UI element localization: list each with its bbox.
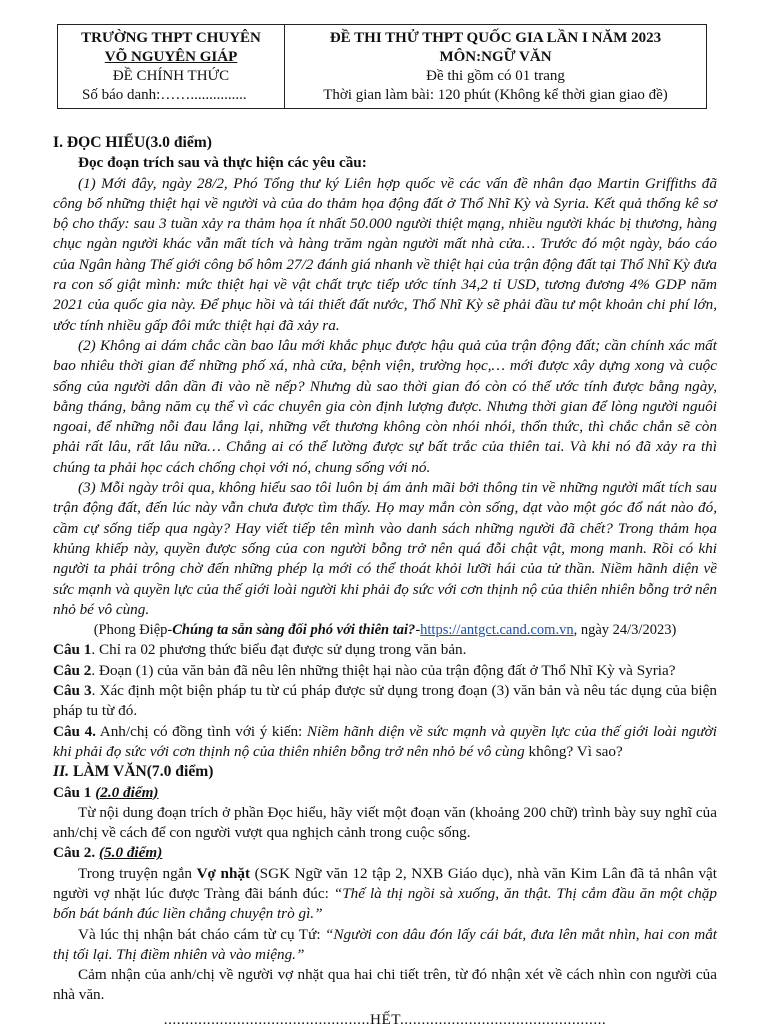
end-marker — [53, 1010, 717, 1030]
end-word: HẾT — [370, 1010, 400, 1028]
passage-paragraph-3: (3) Mỗi ngày trôi qua, không hiểu sao tôi luôn bị ám ảnh mãi bởi thông tin về những người mất tích sau trận động đất, đến lúc này vẫn chưa được tìm thấy. Họ may mắn còn sống, dạt vào một góc đổ nát nào đó, cầm cự sống tiếp qua ngày? Hay viết tiếp tên mình vào danh sách những người đã chết? Trong thảm họa khủng khiếp này, quyền được sống của con người bỗng trở nên quá đỗi chật vật, mong manh. Rồi có khi người ta phải trông chờ đến những phép lạ mới có thể thoát khỏi lưỡi hái của tử thần. Niềm hãnh diện về sức mạnh và quyền lực của thế giới loài người khi phải đọ sức với cơn thịnh nộ của thiên nhiên bỗng trở nên nhỏ bé vô cùng. — [53, 479, 717, 618]
exam-header-table — [57, 24, 707, 109]
question-1 — [53, 640, 717, 660]
essay-2-p1-quote: “Thế là thị ngồi sà xuống, ăn thật. Thị cắm đầu ăn một chặp bốn bát bánh đúc liền chẳng chuyện trò gì.” — [53, 884, 717, 923]
essay-1-prompt: Từ nội dung đoạn trích ở phần Đọc hiểu, hãy viết một đoạn văn (khoảng 200 chữ) trình bày suy nghĩ của anh/chị về cách để con người vượt qua nghịch cảnh trong cuộc sống. — [53, 803, 717, 842]
end-dots-left: ................................................ — [163, 1010, 371, 1028]
question-2 — [53, 661, 717, 681]
essay-1-points: (2.0 điểm) — [95, 783, 159, 801]
passage-source — [53, 620, 717, 640]
end-dots-right: ................................................ — [399, 1010, 607, 1028]
header-school-cell — [58, 25, 285, 108]
exam-subject: MÔN:NGỮ VĂN — [439, 49, 552, 65]
exam-content — [53, 133, 717, 1030]
essay-2-p1-mid: (SGK Ngữ văn 12 tập 2, NXB Giáo dục), nhà văn Kim Lân đã tả nhân vật người vợ nhặt lúc được Tràng đãi bánh đúc: — [53, 864, 718, 902]
section2-title-text: LÀM VĂN(7.0 điểm) — [69, 763, 214, 781]
section2-title — [53, 762, 717, 782]
source-author: (Phong Điệp- — [93, 622, 173, 639]
section1-title: I. ĐỌC HIỂU(3.0 điểm) — [53, 134, 212, 151]
school-name-line2: VÕ NGUYÊN GIÁP — [104, 49, 238, 65]
candidate-number: Số báo danh:……............... — [82, 87, 247, 103]
essay-1-label: Câu 1 — [53, 783, 96, 801]
question-4 — [53, 722, 717, 763]
essay-2-p2-quote: “Người con dâu đón lấy cái bát, đưa lên mắt nhìn, hai con mắt thị tối lại. Thị điềm nhiên và vào miệng.” — [53, 925, 718, 963]
essay-2-p2-pre: Và lúc thị nhận bát cháo cám từ cụ Tứ: — [78, 925, 325, 943]
header-exam-cell — [285, 25, 706, 108]
official-label: ĐỀ CHÍNH THỨC — [112, 68, 230, 84]
source-title: Chúng ta sẵn sàng đối phó với thiên tai? — [172, 622, 416, 639]
question-1-label: Câu 1 — [53, 641, 92, 659]
essay-2-points: (5.0 điểm) — [99, 844, 163, 862]
question-4-quote: Niềm hãnh diện về sức mạnh và quyền lực của thế giới loài người khi phải đọ sức với cơn thịnh nộ của thiên nhiên bỗng trở nên nhỏ bé vô cùng — [53, 722, 717, 760]
passage-paragraph-1: (1) Mới đây, ngày 28/2, Phó Tổng thư ký Liên hợp quốc về các vấn đề nhân đạo Martin Griffiths đã công bố những thiệt hại về người và của do thảm họa động đất ở Thổ Nhĩ Kỳ và Syria. Kết quả thống kê sơ bộ cho thấy: sau 3 tuần xảy ra thảm họa ít nhất 50.000 người thiệt mạng, nhiều người khác bị thương, hàng chục ngàn người khác vẫn mất tích và hàng trăm ngàn người mất nhà cửa… Trước đó một ngày, báo cáo của Ngân hàng Thế giới công bố hôm 27/2 đánh giá nhanh về thiệt hại của trận động đất tại Thổ Nhĩ Kỳ đưa ra con số giật mình: mức thiệt hại về vật chất trực tiếp ước tính 34,2 tỉ USD, tương đương 4% GDP năm 2021 của quốc gia này. Để phục hồi và tái thiết đất nước, Thổ Nhĩ Kỳ sẽ phải đầu tư một khoản chi phí lớn, ước tính nhiều gấp đôi mức thiệt hại đã xảy ra. — [53, 174, 717, 334]
essay-1-heading — [53, 783, 717, 803]
question-2-text: . Đoạn (1) của văn bản đã nêu lên những thiệt hại nào của trận động đất ở Thổ Nhĩ Kỳ và Syria? — [91, 661, 676, 679]
question-3 — [53, 681, 717, 722]
essay-2-paragraph-2 — [53, 925, 717, 966]
question-3-label: Câu 3 — [53, 682, 92, 700]
source-date: , ngày 24/3/2023) — [573, 622, 677, 639]
source-dash: - — [415, 622, 421, 639]
essay-2-label: Câu 2. — [53, 844, 99, 862]
essay-2-work-title: Vợ nhặt — [196, 864, 251, 882]
exam-title: ĐỀ THI THỬ THPT QUỐC GIA LẦN I NĂM 2023 — [329, 30, 662, 46]
school-name-line1: TRƯỜNG THPT CHUYÊN — [81, 30, 261, 46]
section2-roman: II. — [53, 763, 70, 781]
essay-2-paragraph-3: Cảm nhận của anh/chị về người vợ nhặt qua hai chi tiết trên, từ đó nhận xét về cách nhìn con người của nhà văn. — [53, 966, 717, 1004]
source-link[interactable]: https://antgct.cand.com.vn — [420, 622, 574, 639]
section1-instruction: Đọc đoạn trích sau và thực hiện các yêu cầu: — [78, 154, 367, 172]
essay-2-heading — [53, 843, 717, 863]
question-1-text: . Chỉ ra 02 phương thức biểu đạt được sử dụng trong văn bản. — [91, 641, 467, 659]
exam-duration: Thời gian làm bài: 120 phút (Không kể thời gian giao đề) — [323, 87, 668, 103]
exam-pages: Đề thi gồm có 01 trang — [426, 68, 565, 84]
question-4-text-post: không? Vì sao? — [524, 742, 623, 760]
essay-2-paragraph-1 — [53, 864, 717, 925]
essay-2-p1-pre: Trong truyện ngắn — [78, 864, 197, 882]
question-3-text: . Xác định một biện pháp tu từ cú pháp được sử dụng trong đoạn (3) văn bản và nêu tác dụng của biện pháp tu từ đó. — [53, 682, 717, 720]
question-2-label: Câu 2 — [53, 661, 92, 679]
question-4-label: Câu 4. — [53, 722, 96, 740]
question-4-text-pre: Anh/chị có đồng tình với ý kiến: — [95, 722, 307, 740]
passage-paragraph-2: (2) Không ai dám chắc cần bao lâu mới khắc phục được hậu quả của trận động đất; cần chính xác mất bao nhiêu thời gian để những phố xá, nhà cửa, bệnh viện, trường học,… mới được xây dựng xong và cuộc sống của người dân dần đi vào nề nếp? Nhưng dù sao thời gian đó còn có thể ước tính được bằng ngày, bằng tháng, bằng năm cụ thể vì các chuyên gia còn định lượng được. Nhưng thời gian để lòng người nguôi ngoai, để những nỗi đau lắng lại, những vết thương không còn nhói nhói, thổn thức, thì chắc chắn sẽ còn phải rất lâu, rất lâu nữa… Chẳng ai có thể lường được sự bất trắc của thiên tai. Và khi nó đã xảy ra thì chúng ta phải học cách chống chọi với nó, chung sống với nó. — [53, 336, 717, 476]
